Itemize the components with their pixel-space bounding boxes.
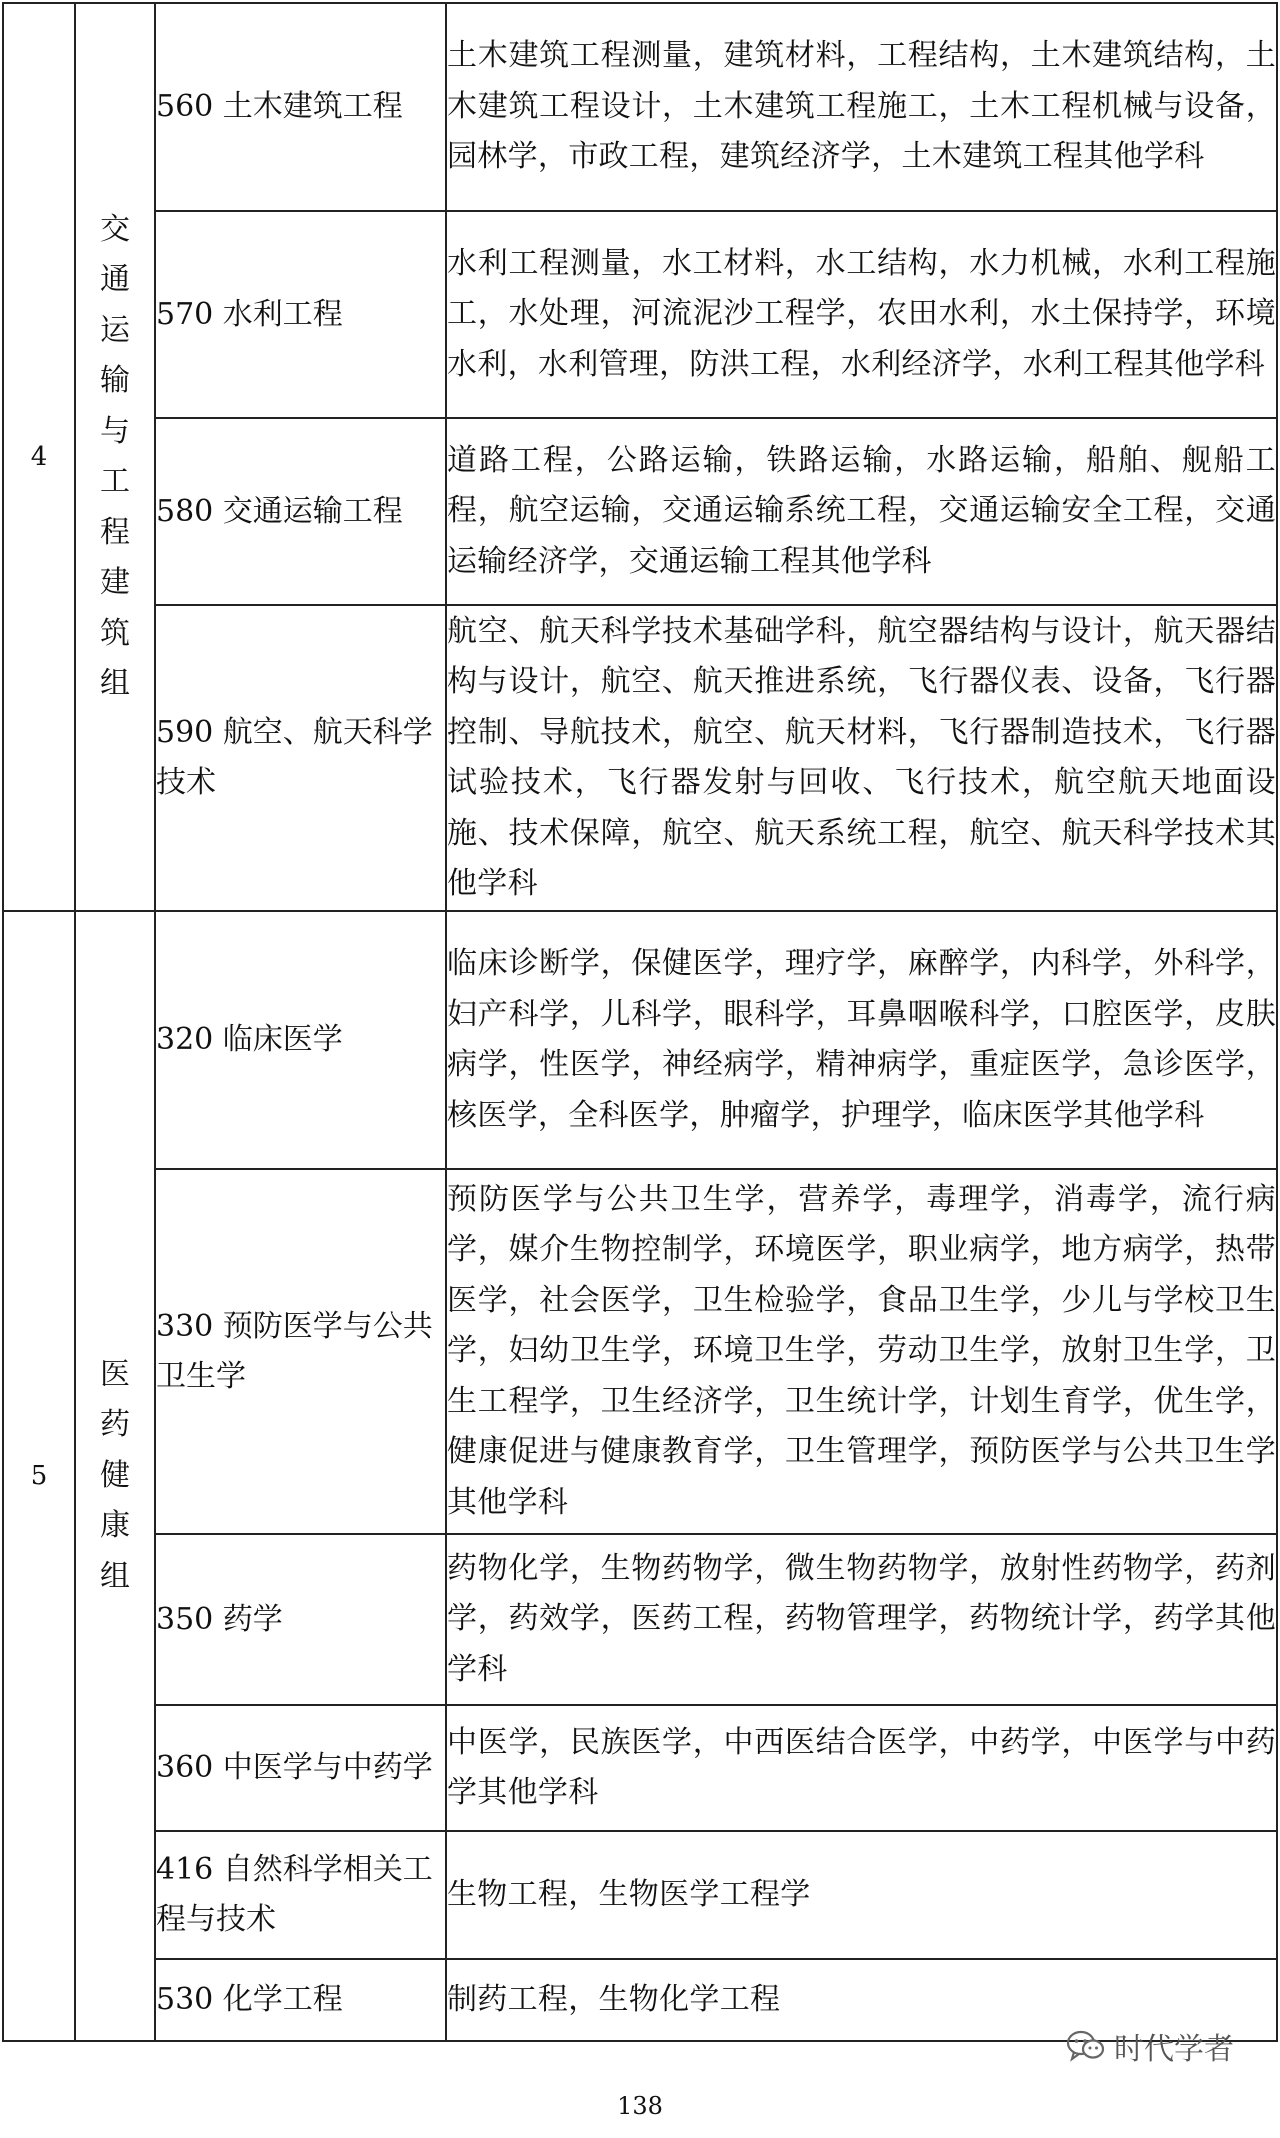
watermark-text: 时代学者: [1114, 2032, 1234, 2067]
disciplines-cell: 制药工程，生物化学工程: [446, 1959, 1277, 2041]
table-row: [3, 1169, 1277, 1534]
group-name-char: 与: [100, 413, 130, 449]
group-name-char: 医: [100, 1356, 130, 1392]
group-name-char: 建: [100, 565, 130, 600]
page-number: 138: [617, 2092, 663, 2120]
subject-cell: 580 交通运输工程: [155, 418, 446, 605]
group-name-char: 交: [100, 211, 130, 247]
group-name: [75, 911, 155, 2041]
subject-cell: 530 化学工程: [155, 1959, 446, 2041]
table-row: [3, 3, 1277, 211]
subject-cell: 590 航空、航天科学技术: [155, 605, 446, 911]
disciplines-cell: 土木建筑工程测量，建筑材料，工程结构，土木建筑结构，土木建筑工程设计，土木建筑工程施工，土木工程机械与设备，园林学，市政工程，建筑经济学，土木建筑工程其他学科: [446, 3, 1277, 211]
subject-cell: 330 预防医学与公共卫生学: [155, 1169, 446, 1534]
subject-cell: 560 土木建筑工程: [155, 3, 446, 211]
subject-cell: 360 中医学与中药学: [155, 1705, 446, 1831]
disciplines-cell: 中医学，民族医学，中西医结合医学，中药学，中医学与中药学其他学科: [446, 1705, 1277, 1831]
subject-cell: 570 水利工程: [155, 211, 446, 418]
disciplines-cell: 预防医学与公共卫生学，营养学，毒理学，消毒学，流行病学，媒介生物控制学，环境医学，职业病学，地方病学，热带医学，社会医学，卫生检验学，食品卫生学，少儿与学校卫生学，妇幼卫生学，环境卫生学，劳动卫生学，放射卫生学，卫生工程学，卫生经济学，卫生统计学，计划生育学，优生学，健康促进与健康教育学，卫生管理学，预防医学与公共卫生学其他学科: [446, 1169, 1277, 1534]
table-row: [3, 418, 1277, 605]
watermark: [1066, 2024, 1234, 2068]
disciplines-cell: 生物工程，生物医学工程学: [446, 1831, 1277, 1959]
disciplines-cell: 航空、航天科学技术基础学科，航空器结构与设计，航天器结构与设计，航空、航天推进系统，飞行器仪表、设备，飞行器控制、导航技术，航空、航天材料，飞行器制造技术，飞行器试验技术，飞行器发射与回收、飞行技术，航空航天地面设施、技术保障，航空、航天系统工程，航空、航天科学技术其他学科: [446, 605, 1277, 911]
group-name-char: 药: [100, 1407, 130, 1443]
table-row: [3, 1534, 1277, 1705]
disciplines-cell: 水利工程测量，水工材料，水工结构，水力机械，水利工程施工，水处理，河流泥沙工程学，农田水利，水土保持学，环境水利，水利管理，防洪工程，水利经济学，水利工程其他学科: [446, 211, 1277, 418]
table-row: [3, 911, 1277, 1169]
group-number: 5: [3, 911, 75, 2041]
group-name-char: 工: [100, 464, 130, 499]
group-name-char: 程: [100, 514, 130, 550]
group-name-char: 组: [100, 1558, 130, 1594]
group-name-char: 康: [100, 1508, 130, 1544]
discipline-table: [2, 2, 1278, 2042]
wechat-icon: [1066, 2029, 1106, 2063]
table-row: [3, 605, 1277, 911]
group-name-char: 通: [100, 262, 130, 297]
table-row: [3, 1831, 1277, 1959]
table-row: [3, 1705, 1277, 1831]
group-number: 4: [3, 3, 75, 911]
group-name-char: 输: [100, 363, 130, 398]
subject-cell: 350 药学: [155, 1534, 446, 1705]
group-name-char: 运: [100, 312, 130, 348]
group-name-char: 筑: [100, 615, 130, 651]
group-name-char: 组: [100, 666, 130, 701]
group-name-char: 健: [100, 1457, 130, 1493]
table-row: [3, 211, 1277, 418]
disciplines-cell: 药物化学，生物药物学，微生物药物学，放射性药物学，药剂学，药效学，医药工程，药物管理学，药物统计学，药学其他学科: [446, 1534, 1277, 1705]
group-name: [75, 3, 155, 911]
disciplines-cell: 道路工程，公路运输，铁路运输，水路运输，船舶、舰船工程，航空运输，交通运输系统工程，交通运输安全工程，交通运输经济学，交通运输工程其他学科: [446, 418, 1277, 605]
subject-cell: 320 临床医学: [155, 911, 446, 1169]
disciplines-cell: 临床诊断学，保健医学，理疗学，麻醉学，内科学，外科学，妇产科学，儿科学，眼科学，耳鼻咽喉科学，口腔医学，皮肤病学，性医学，神经病学，精神病学，重症医学，急诊医学，核医学，全科医学，肿瘤学，护理学，临床医学其他学科: [446, 911, 1277, 1169]
subject-cell: 416 自然科学相关工程与技术: [155, 1831, 446, 1959]
